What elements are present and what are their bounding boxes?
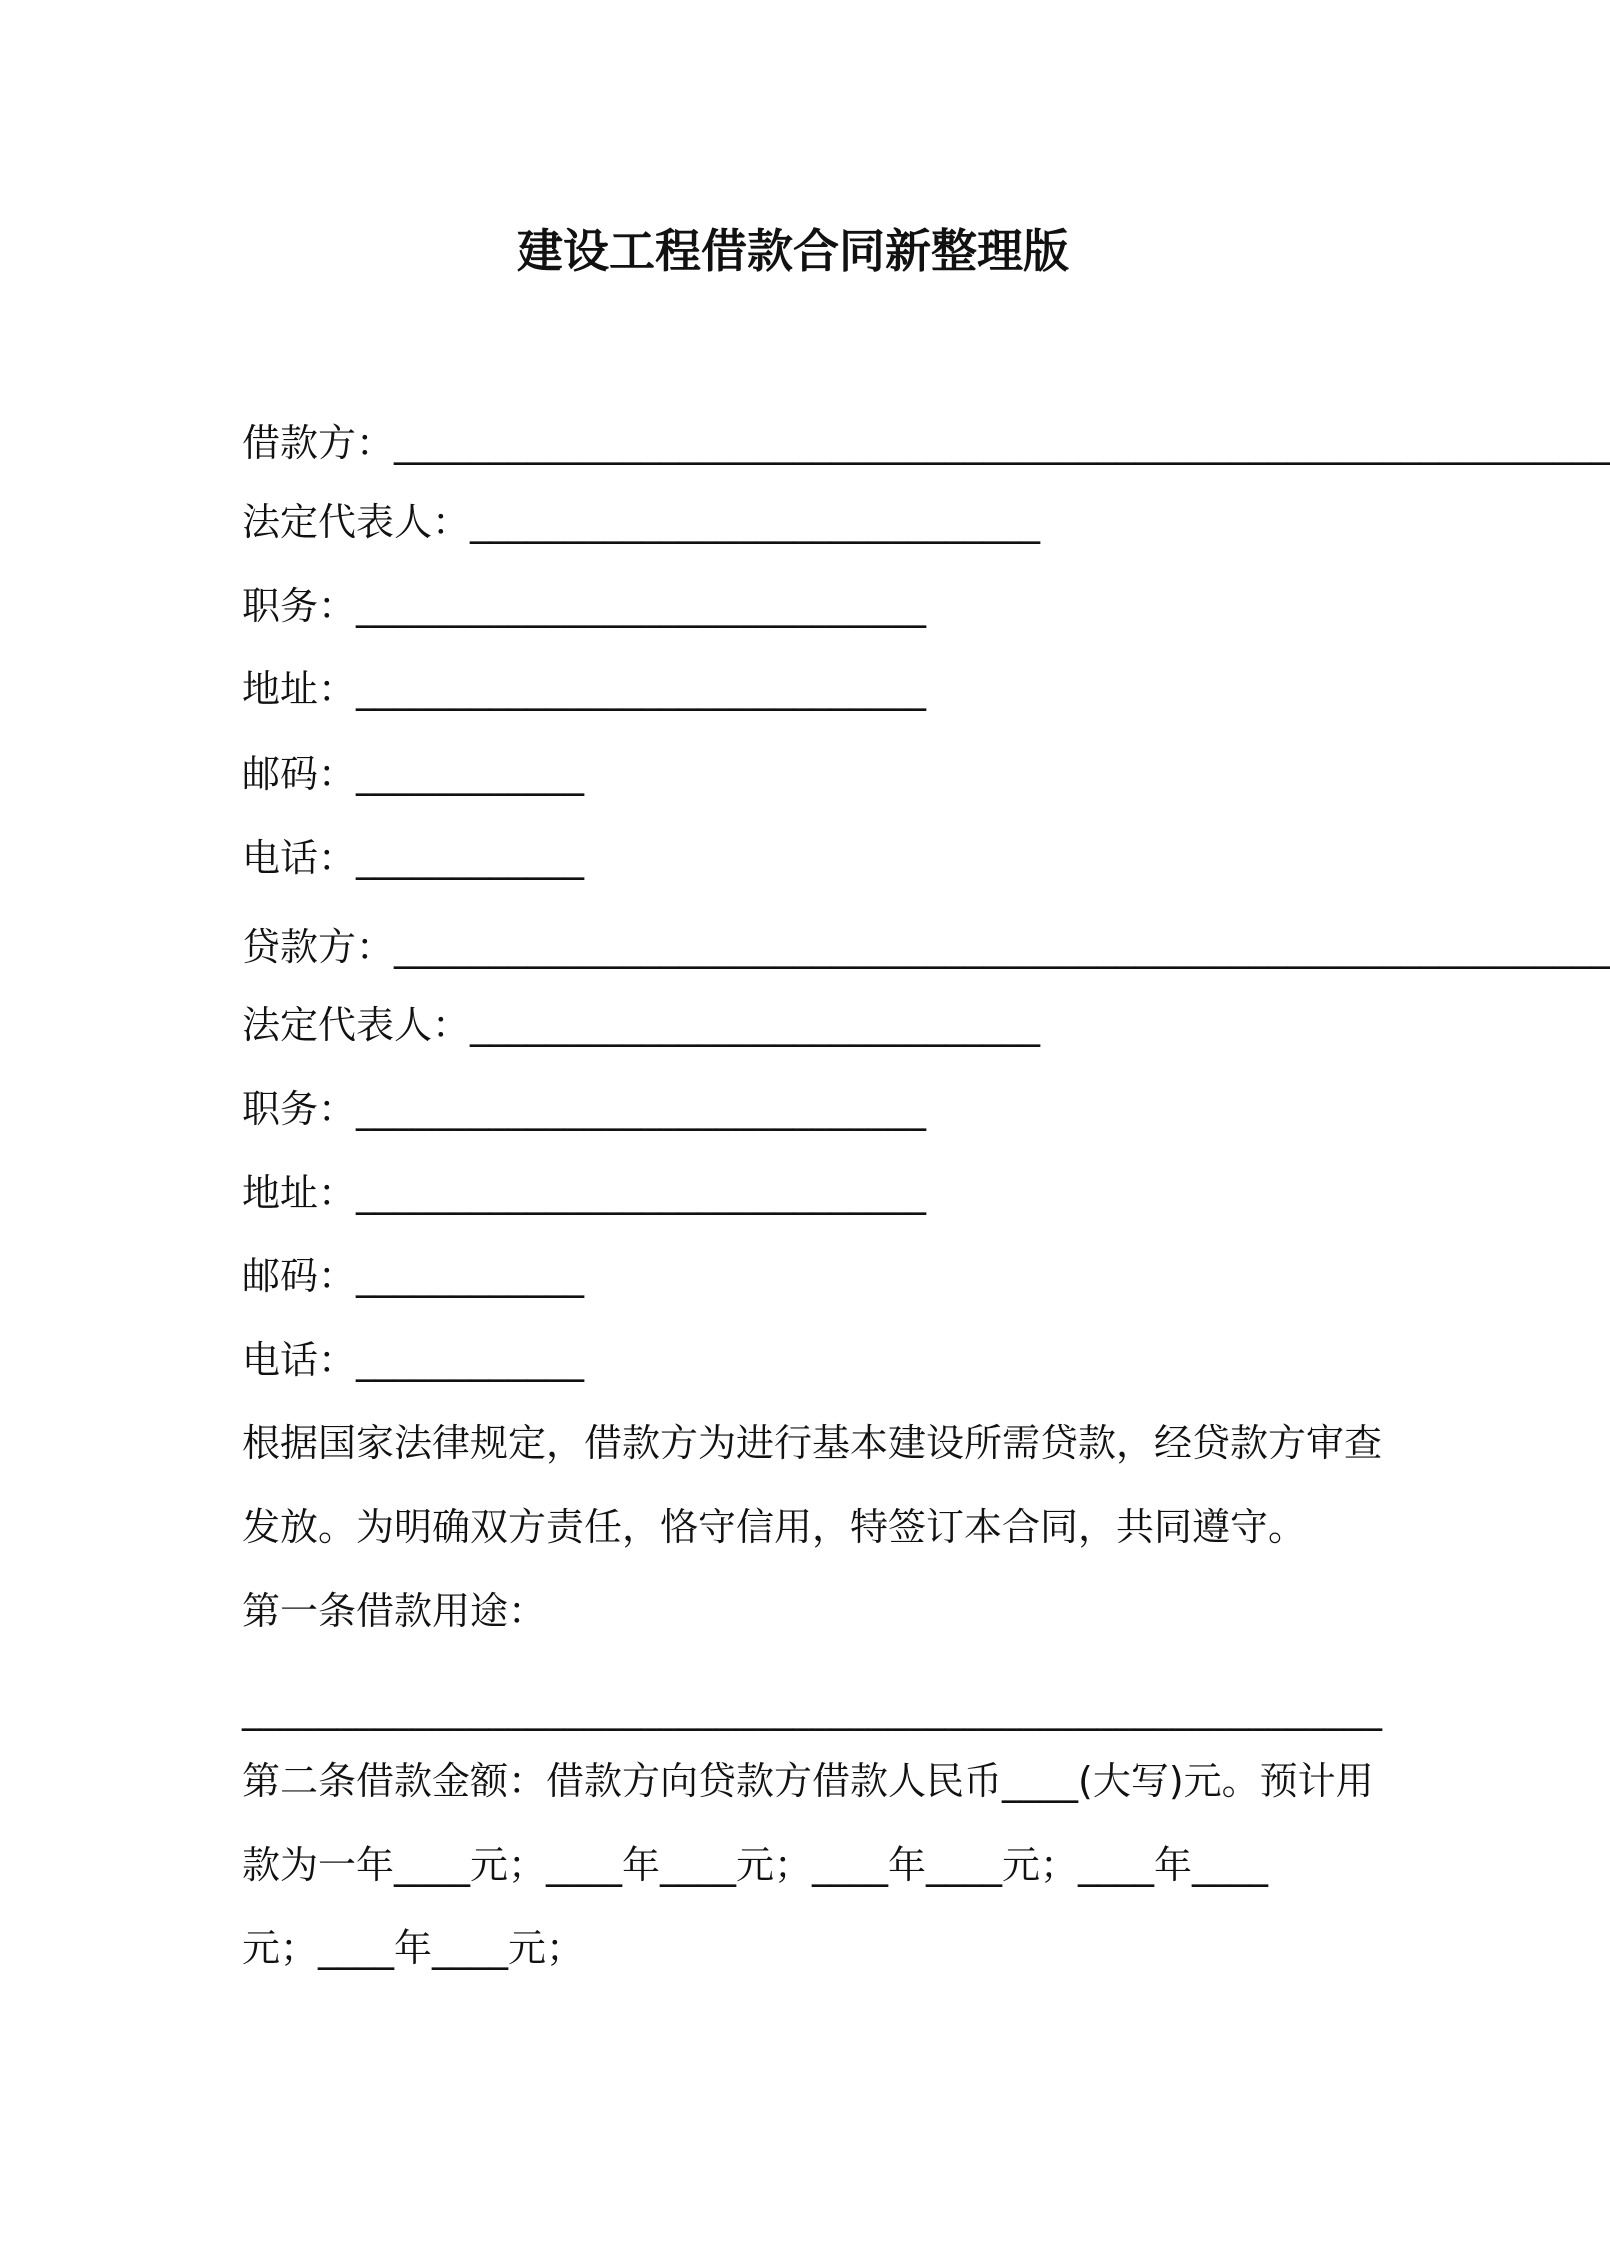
borrower-position-field bbox=[242, 581, 927, 631]
field-label: 法定代表人： bbox=[242, 1003, 471, 1047]
field-label: 借款方： bbox=[242, 421, 395, 465]
field-label: 地址： bbox=[242, 1171, 357, 1215]
preamble-line: 根据国家法律规定，借款方为进行基本建设所需贷款，经贷款方审查 bbox=[242, 1421, 1383, 1465]
article2-line: 元；____年____元； bbox=[242, 1926, 585, 1970]
article2-line: 款为一年____元；____年____元；____年____元；____年____ bbox=[242, 1843, 1269, 1887]
borrower-phone-field bbox=[242, 833, 585, 883]
article1-heading: 第一条借款用途： bbox=[242, 1589, 547, 1633]
field-label: 电话： bbox=[242, 836, 357, 880]
field-label: 邮码： bbox=[242, 1254, 357, 1298]
field-blank: ____________ bbox=[356, 1338, 585, 1382]
borrower-party-field bbox=[242, 418, 1610, 468]
lender-postcode-field bbox=[242, 1251, 585, 1301]
field-blank: ____________ bbox=[356, 1254, 585, 1298]
field-blank: ______________________________ bbox=[470, 500, 1041, 544]
preamble-line: 发放。为明确双方责任，恪守信用，特签订本合同，共同遵守。 bbox=[242, 1505, 1307, 1549]
field-blank: ____________ bbox=[356, 836, 585, 880]
field-label: 职务： bbox=[242, 1087, 357, 1131]
article1-blank-line bbox=[242, 1684, 1382, 1734]
document-title: 建设工程借款合同新整理版 bbox=[517, 224, 1069, 278]
field-blank: ________________________________________________________________ bbox=[394, 421, 1610, 465]
borrower-address-field bbox=[242, 664, 927, 714]
field-blank: ______________________________ bbox=[356, 1087, 927, 1131]
borrower-rep-field bbox=[242, 497, 1041, 547]
field-label: 法定代表人： bbox=[242, 500, 471, 544]
field-blank: ________________________________________________________________ bbox=[394, 925, 1610, 969]
field-blank: ____________________________________________________________ bbox=[242, 1687, 1382, 1731]
lender-address-field bbox=[242, 1168, 927, 1218]
field-label: 职务： bbox=[242, 584, 357, 628]
field-label: 贷款方： bbox=[242, 925, 395, 969]
field-blank: ______________________________ bbox=[356, 584, 927, 628]
lender-rep-field bbox=[242, 1000, 1041, 1050]
field-label: 电话： bbox=[242, 1338, 357, 1382]
lender-phone-field bbox=[242, 1335, 585, 1385]
lender-party-field bbox=[242, 922, 1610, 972]
field-label: 邮码： bbox=[242, 752, 357, 796]
lender-position-field bbox=[242, 1084, 927, 1134]
field-blank: ______________________________ bbox=[356, 1171, 927, 1215]
field-blank: ____________ bbox=[356, 752, 585, 796]
field-blank: ______________________________ bbox=[470, 1003, 1041, 1047]
article2-line: 第二条借款金额：借款方向贷款方借款人民币____(大写)元。预计用 bbox=[242, 1759, 1374, 1803]
borrower-postcode-field bbox=[242, 749, 585, 799]
field-blank: ______________________________ bbox=[356, 667, 927, 711]
field-label: 地址： bbox=[242, 667, 357, 711]
